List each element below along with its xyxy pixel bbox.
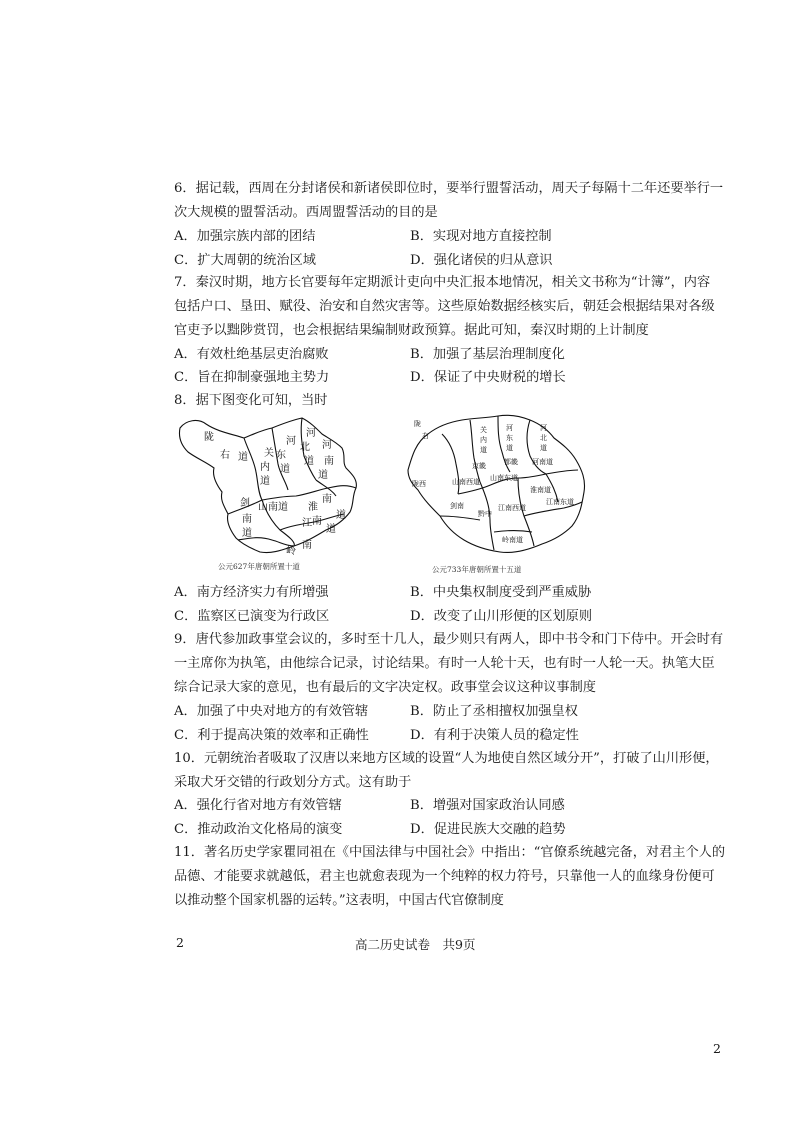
q6-option-c: C．扩大周朝的统治区域 — [174, 253, 316, 268]
q10-stem-line-1: 10．元朝统治者吸取了汉唐以来地方区域的设置“人为地使自然区域分开”，打破了山川形便， — [174, 751, 719, 766]
map627-label-10: 河 — [306, 428, 316, 439]
map627-label-13: 河 — [322, 440, 332, 451]
map627-label-14: 南 — [324, 456, 334, 467]
map627-label-8: 东 — [276, 450, 286, 461]
q10-stem-line-2: 采取犬牙交错的行政划分方式。这有助于 — [174, 775, 412, 790]
q8-option-b: B．中央集权制度受到严重威胁 — [410, 585, 592, 600]
q8-option-d: D．改变了山川形便的区划原则 — [410, 609, 593, 624]
map733-label-2: 右 — [422, 432, 429, 440]
map733-label-6: 河 — [506, 424, 513, 432]
map733-label-8: 道 — [506, 444, 513, 452]
map733-label-7: 东 — [506, 434, 513, 442]
map627-label-27: 南 — [302, 540, 312, 551]
q9-stem-line-1: 9．唐代参加政事堂会议的，多时至十几人，最少则只有两人，即中书令和门下侍中。开会时有 — [174, 632, 724, 647]
map733-label-21: 江南东道 — [546, 498, 574, 506]
map733-label-13: 都畿 — [504, 458, 518, 466]
map733-label-19: 黔中 — [478, 510, 492, 518]
map733-label-5: 道 — [480, 446, 487, 454]
page-footer-title: 高二历史试卷 共9页 — [355, 937, 476, 952]
map627-label-20: 剑 — [240, 498, 250, 509]
map627-label-3: 道 — [238, 452, 248, 463]
map733-label-16: 山南东道 — [490, 474, 518, 482]
tang-733-map — [406, 412, 596, 562]
map627-label-16: 山南道 — [258, 502, 288, 513]
map733-label-1: 陇 — [414, 420, 421, 428]
map733-label-15: 山南西道 — [452, 478, 480, 486]
map627-label-4: 关 — [264, 448, 274, 459]
map733-label-18: 剑南 — [450, 502, 464, 510]
map627-label-22: 道 — [242, 528, 252, 539]
q11-stem-line-2: 品德、才能要求就越低，君主也就愈表现为一个纯粹的权力符号，只靠他一人的血缘身份便可 — [174, 869, 715, 884]
q7-stem-line-3: 官吏予以黜陟赏罚，也会根据结果编制财政预算。据此可知，秦汉时期的上计制度 — [174, 323, 649, 338]
map733-label-23: 陇西 — [412, 480, 426, 488]
map733-label-11: 道 — [540, 444, 547, 452]
map627-label-24: 南 — [312, 516, 322, 527]
q9-stem-line-3: 综合记录大家的意见，也有最后的文字决定权。政事堂会议这种议事制度 — [174, 680, 596, 695]
q9-option-c: C．利于提高决策的效率和正确性 — [174, 728, 369, 743]
map627-label-1: 陇 — [204, 432, 214, 443]
page-number-left: 2 — [176, 935, 184, 950]
q8-stem: 8．据下图变化可知，当时 — [174, 393, 328, 408]
q10-option-b: B．增强对国家政治认同感 — [410, 798, 565, 813]
map733-label-10: 北 — [540, 434, 547, 442]
q6-option-a: A．加强宗族内部的团结 — [174, 229, 316, 244]
map733-label-20: 江南西道 — [498, 504, 526, 512]
q6-option-d: D．强化诸侯的归从意识 — [410, 253, 553, 268]
map627-label-19: 道 — [336, 510, 346, 521]
q6-option-b: B．实现对地方直接控制 — [410, 229, 552, 244]
q7-option-c: C．旨在抑制豪强地主势力 — [174, 370, 330, 385]
map627-label-18: 南 — [322, 494, 332, 505]
map733-label-4: 内 — [480, 436, 487, 444]
map627-label-25: 道 — [326, 524, 336, 535]
map627-label-21: 南 — [242, 514, 252, 525]
q9-option-a: A．加强了中央对地方的有效管辖 — [174, 704, 369, 719]
q10-option-d: D．促进民族大交融的趋势 — [410, 822, 566, 837]
q7-stem-line-2: 包括户口、垦田、赋役、治安和自然灾害等。这些原始数据经核实后，朝廷会根据结果对各级 — [174, 299, 715, 314]
map733-label-17: 淮南道 — [530, 486, 551, 494]
q8-option-a: A．南方经济实力有所增强 — [174, 585, 329, 600]
tang-627-map — [176, 414, 376, 562]
q7-option-a: A．有效杜绝基层吏治腐败 — [174, 347, 329, 362]
map627-label-7: 河 — [286, 436, 296, 447]
map627-label-26: 岭 — [286, 546, 296, 557]
page-number-corner: 2 — [713, 1041, 721, 1056]
map627-label-9: 道 — [280, 464, 290, 475]
map733-label-3: 关 — [480, 426, 487, 434]
map627-label-2: 右 — [220, 450, 230, 461]
q10-option-c: C．推动政治文化格局的演变 — [174, 822, 343, 837]
q10-option-a: A．强化行省对地方有效管辖 — [174, 798, 342, 813]
map627-label-23: 江 — [302, 518, 312, 529]
map733-label-22: 岭南道 — [502, 536, 523, 544]
map733-label-14: 河南道 — [532, 458, 553, 466]
map627-label-17: 淮 — [308, 502, 318, 513]
q8-option-c: C．监察区已演变为行政区 — [174, 609, 330, 624]
tang-733-caption: 公元733年唐朝所置十五道 — [432, 565, 522, 574]
map627-label-11: 北 — [300, 442, 310, 453]
q11-stem-line-3: 以推动整个国家机器的运转。”这表明，中国古代官僚制度 — [174, 893, 504, 908]
map627-label-6: 道 — [260, 476, 270, 487]
q7-stem-line-1: 7．秦汉时期，地方长官要每年定期派计吏向中央汇报本地情况，相关文书称为“计簿”，内容 — [174, 275, 711, 290]
q11-stem-line-1: 11．著名历史学家瞿同祖在《中国法律与中国社会》中指出：“官僚系统越完备，对君主个人的 — [174, 845, 726, 860]
q9-option-b: B．防止了丞相擅权加强皇权 — [410, 704, 578, 719]
map733-label-12: 京畿 — [472, 462, 486, 470]
q7-option-b: B．加强了基层治理制度化 — [410, 347, 565, 362]
map627-label-5: 内 — [260, 462, 270, 473]
map627-label-12: 道 — [304, 456, 314, 467]
q6-stem-line-2: 次大规模的盟誓活动。西周盟誓活动的目的是 — [174, 205, 438, 220]
q9-stem-line-2: 一主席你为执笔，由他综合记录，讨论结果。有时一人轮十天，也有时一人轮一天。执笔大臣 — [174, 656, 715, 671]
q9-option-d: D．有利于决策人员的稳定性 — [410, 728, 579, 743]
q6-stem-line-1: 6．据记载，西周在分封诸侯和新诸侯即位时，要举行盟誓活动，周天子每隔十二年还要举行一 — [174, 181, 724, 196]
map733-label-9: 河 — [540, 424, 547, 432]
tang-627-caption: 公元627年唐朝所置十道 — [218, 562, 300, 571]
map627-label-15: 道 — [318, 470, 328, 481]
q7-option-d: D．保证了中央财税的增长 — [410, 370, 566, 385]
